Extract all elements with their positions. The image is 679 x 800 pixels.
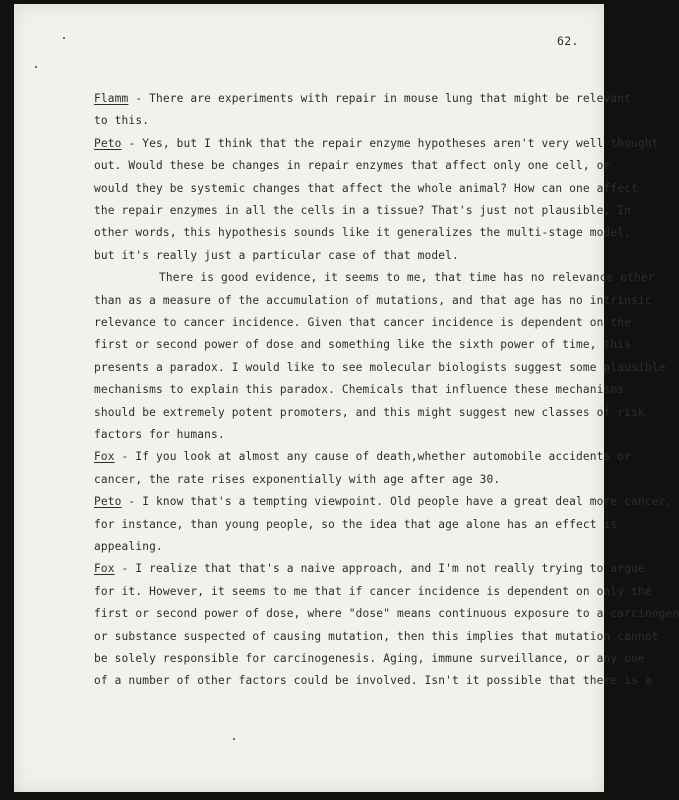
- text-line: [94, 204, 631, 218]
- text-line: [94, 338, 631, 352]
- line-text: the repair enzymes in all the cells in a tissue? That's just not plausible. In: [94, 204, 632, 217]
- speaker-name: Flamm: [94, 92, 129, 105]
- line-text: but it's really just a particular case of that model.: [94, 248, 459, 262]
- text-line: [94, 540, 163, 554]
- line-text: relevance to cancer incidence. Given that cancer incidence is dependent on the: [94, 316, 632, 329]
- text-line: [94, 92, 631, 106]
- line-text: presents a paradox. I would like to see molecular biologists suggest some plausible: [94, 360, 666, 374]
- line-text: factors for humans.: [94, 428, 225, 441]
- text-line: [94, 159, 610, 173]
- text-line: [94, 518, 617, 532]
- line-text: - There are experiments with repair in mouse lung that might be relevant: [128, 92, 632, 105]
- line-text: for instance, than young people, so the idea that age alone has an effect is: [94, 517, 618, 531]
- line-text: be solely responsible for carcinogenesis. Aging, immune surveillance, or any one: [94, 652, 645, 665]
- text-line: [94, 585, 652, 599]
- line-text: should be extremely potent promoters, and this might suggest new classes of risk: [94, 405, 645, 419]
- text-line: [94, 316, 631, 330]
- text-line: [94, 226, 631, 240]
- line-text: would they be systemic changes that affect the whole animal? How can one affect: [94, 181, 638, 195]
- text-line: [94, 361, 666, 375]
- text-line: [94, 473, 500, 487]
- line-text: other words, this hypothesis sounds like it generalizes the multi-stage model,: [94, 226, 632, 240]
- line-text: There is good evidence, it seems to me, that time has no relevance other: [159, 271, 655, 285]
- line-text: or substance suspected of causing mutation, then this implies that mutation cannot: [94, 629, 659, 643]
- page-number: 62.: [557, 34, 579, 48]
- speaker-name: Fox: [94, 450, 115, 464]
- line-text: out. Would these be changes in repair enzymes that affect only one cell, or: [94, 159, 611, 173]
- text-line: [94, 674, 652, 688]
- line-text: than as a measure of the accumulation of mutations, and that age has no intrinsic: [94, 293, 652, 307]
- text-line: [94, 607, 679, 621]
- text-line: [94, 249, 459, 263]
- text-line: [94, 137, 659, 151]
- line-text: - I realize that that's a naive approach, and I'm not really trying to argue: [114, 562, 645, 576]
- text-line: [94, 495, 672, 509]
- line-text: cancer, the rate rises exponentially with age after age 30.: [94, 472, 501, 486]
- text-line: [94, 294, 652, 308]
- speaker-name: Fox: [94, 562, 115, 576]
- line-text: - I know that's a tempting viewpoint. Old people have a great deal more cancer,: [121, 495, 673, 509]
- text-line: [94, 652, 645, 666]
- text-line: [159, 271, 655, 285]
- line-text: first or second power of dose, where "dose" means continuous exposure to a carcinogen: [94, 607, 679, 621]
- line-text: to this.: [94, 114, 150, 128]
- text-line: [94, 450, 631, 464]
- text-line: [94, 114, 149, 128]
- margin-speck: [233, 738, 235, 740]
- line-text: mechanisms to explain this paradox. Chemicals that influence these mechanisms: [94, 383, 625, 397]
- line-text: - If you look at almost any cause of death,whether automobile accidents or: [114, 450, 632, 464]
- line-text: of a number of other factors could be involved. Isn't it possible that there is a: [94, 674, 652, 688]
- text-line: [94, 182, 638, 196]
- line-text: for it. However, it seems to me that if cancer incidence is dependent on only the: [94, 584, 652, 598]
- line-text: - Yes, but I think that the repair enzyme hypotheses aren't very well thought: [121, 136, 659, 150]
- text-line: [94, 383, 624, 397]
- speaker-name: Peto: [94, 136, 122, 150]
- margin-speck: [63, 37, 65, 39]
- speaker-name: Peto: [94, 495, 122, 509]
- line-text: appealing.: [94, 540, 163, 553]
- text-line: [94, 406, 645, 420]
- text-line: [94, 562, 645, 576]
- document-page: [14, 4, 679, 792]
- text-line: [94, 428, 225, 442]
- margin-speck: [35, 66, 37, 68]
- text-line: [94, 630, 659, 644]
- line-text: first or second power of dose and something like the sixth power of time, this: [94, 338, 632, 352]
